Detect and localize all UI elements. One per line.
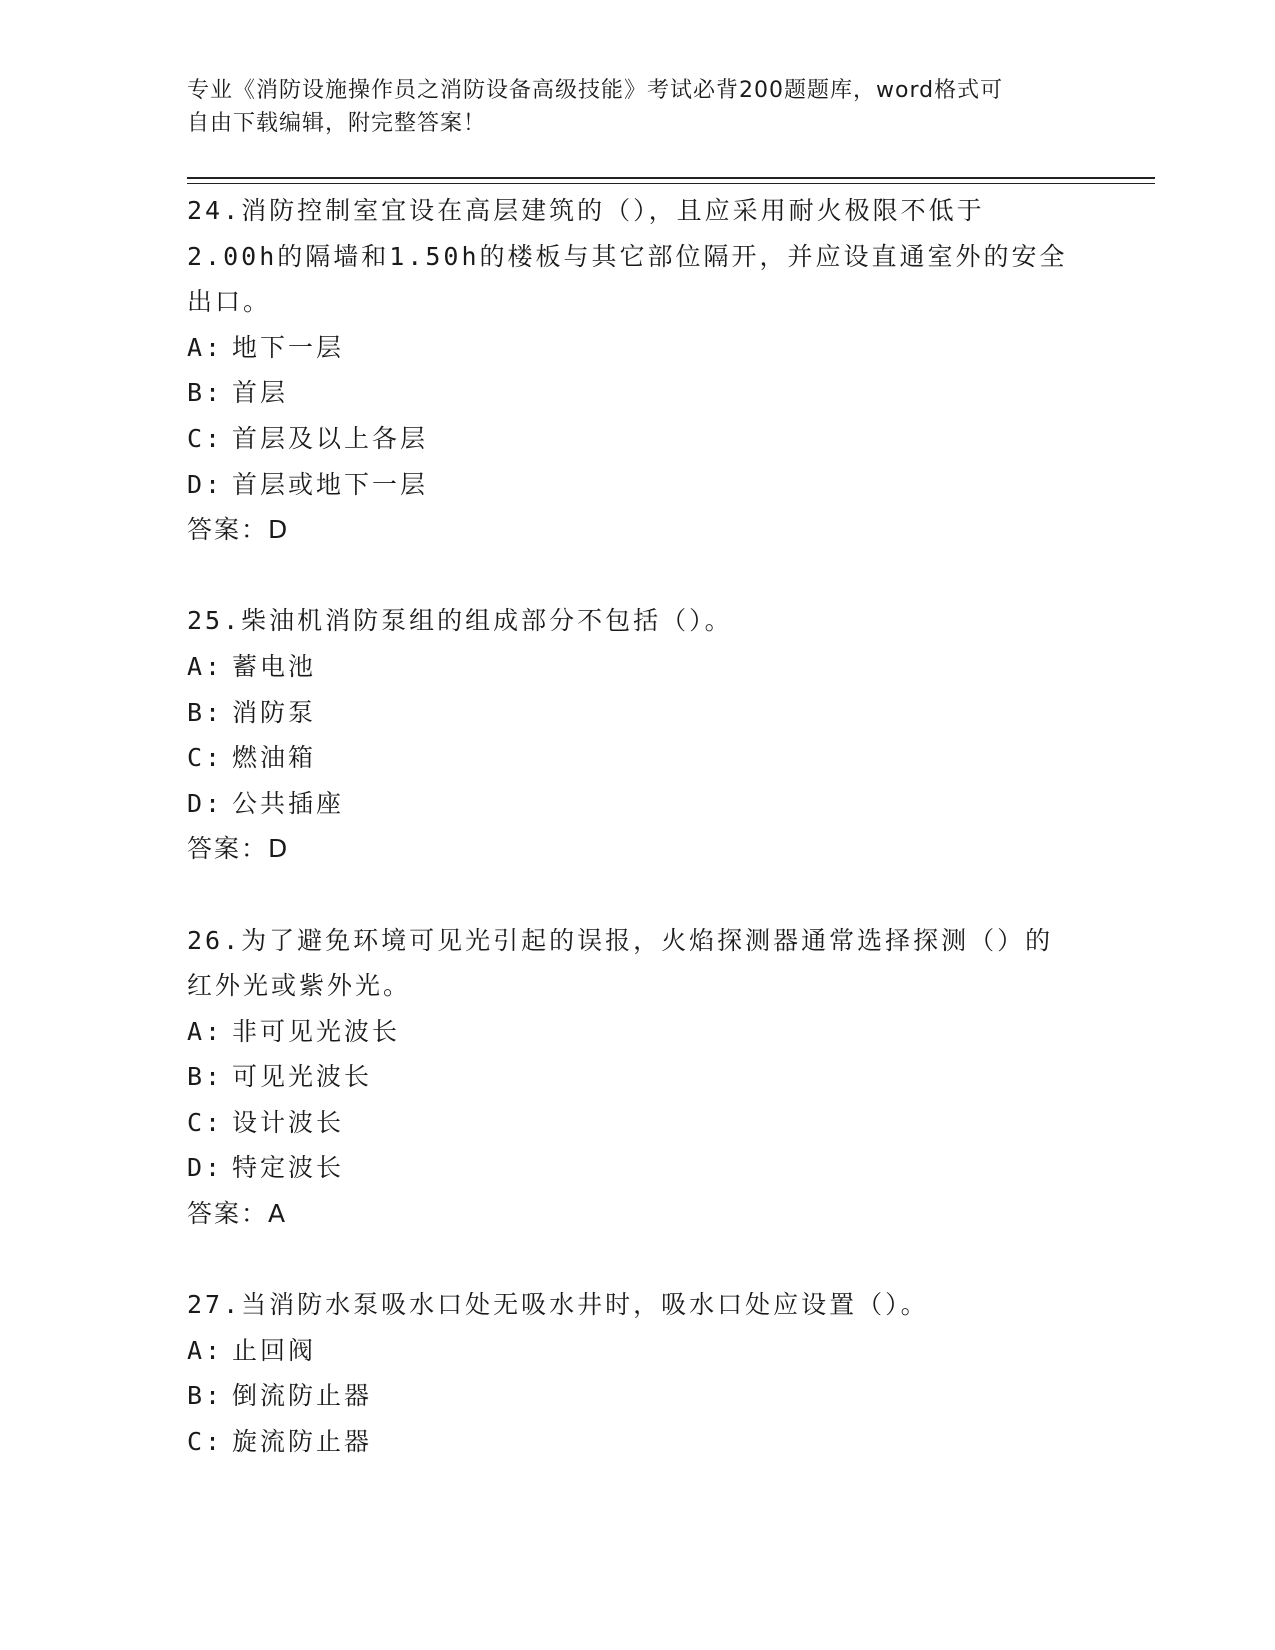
answer-option bbox=[187, 1328, 1147, 1374]
spacer bbox=[187, 1237, 1147, 1283]
answer-option bbox=[187, 1373, 1147, 1419]
option-text: 消防泵 bbox=[232, 697, 317, 727]
option-label: D: bbox=[187, 469, 224, 499]
answer-option bbox=[187, 1419, 1147, 1465]
option-label: C: bbox=[187, 1427, 224, 1457]
answer-option bbox=[187, 644, 1147, 690]
answer-key: 答案：A bbox=[187, 1199, 288, 1229]
answer-option bbox=[187, 416, 1147, 462]
option-text: 燃油箱 bbox=[232, 743, 317, 773]
question-list bbox=[187, 188, 1147, 1465]
spacer bbox=[187, 553, 1147, 599]
question-text-line: 25.柴油机消防泵组的组成部分不包括（）。 bbox=[187, 606, 733, 636]
header-divider-thin bbox=[187, 183, 1155, 184]
question-text-line: 26.为了避免环境可见光引起的误报，火焰探测器通常选择探测（）的 bbox=[187, 925, 1054, 955]
option-label: B: bbox=[187, 697, 224, 727]
option-label: D: bbox=[187, 1153, 224, 1183]
question-text-line: 红外光或紫外光。 bbox=[187, 971, 412, 1001]
option-text: 可见光波长 bbox=[232, 1062, 373, 1092]
answer-option bbox=[187, 1054, 1147, 1100]
option-label: C: bbox=[187, 1107, 224, 1137]
option-text: 公共插座 bbox=[232, 788, 345, 818]
question-text-line: 出口。 bbox=[187, 287, 272, 317]
question-block bbox=[187, 1282, 1147, 1464]
spacer bbox=[187, 872, 1147, 918]
header-line-1: 专业《消防设施操作员之消防设备高级技能》考试必背200题题库，word格式可 bbox=[187, 78, 1004, 103]
answer-option bbox=[187, 735, 1147, 781]
option-text: 地下一层 bbox=[232, 332, 345, 362]
question-block bbox=[187, 188, 1147, 598]
answer-option bbox=[187, 1100, 1147, 1146]
option-label: C: bbox=[187, 743, 224, 773]
answer-option bbox=[187, 370, 1147, 416]
answer-option bbox=[187, 1009, 1147, 1055]
header-line-2: 自由下载编辑，附完整答案！ bbox=[187, 111, 487, 136]
option-label: B: bbox=[187, 378, 224, 408]
answer-option bbox=[187, 325, 1147, 371]
question-block bbox=[187, 918, 1147, 1283]
option-label: B: bbox=[187, 1062, 224, 1092]
option-label: A: bbox=[187, 651, 224, 681]
option-text: 非可见光波长 bbox=[232, 1016, 401, 1046]
option-text: 特定波长 bbox=[232, 1153, 345, 1183]
option-text: 首层或地下一层 bbox=[232, 469, 429, 499]
answer-key: 答案：D bbox=[187, 834, 290, 864]
option-label: D: bbox=[187, 788, 224, 818]
question-block bbox=[187, 598, 1147, 917]
question-text-line: 24.消防控制室宜设在高层建筑的（），且应采用耐火极限不低于 bbox=[187, 196, 985, 225]
option-text: 首层 bbox=[232, 378, 289, 408]
option-label: A: bbox=[187, 332, 224, 362]
answer-key: 答案：D bbox=[187, 515, 290, 545]
answer-option bbox=[187, 1145, 1147, 1191]
option-label: A: bbox=[187, 1016, 224, 1046]
option-text: 倒流防止器 bbox=[232, 1381, 373, 1411]
answer-option bbox=[187, 690, 1147, 736]
header-divider-thick bbox=[187, 177, 1155, 179]
answer-option bbox=[187, 462, 1147, 508]
question-text-line: 27.当消防水泵吸水口处无吸水井时，吸水口处应设置（）。 bbox=[187, 1290, 929, 1320]
answer-option bbox=[187, 781, 1147, 827]
option-label: C: bbox=[187, 423, 224, 453]
option-text: 设计波长 bbox=[232, 1107, 345, 1137]
document-header bbox=[187, 74, 1087, 140]
option-label: A: bbox=[187, 1335, 224, 1365]
option-label: B: bbox=[187, 1381, 224, 1411]
option-text: 止回阀 bbox=[232, 1335, 317, 1365]
option-text: 旋流防止器 bbox=[232, 1427, 373, 1457]
option-text: 首层及以上各层 bbox=[232, 423, 429, 453]
option-text: 蓄电池 bbox=[232, 651, 317, 681]
question-text-line: 2.00h的隔墙和1.50h的楼板与其它部位隔开，并应设直通室外的安全 bbox=[187, 241, 1068, 271]
